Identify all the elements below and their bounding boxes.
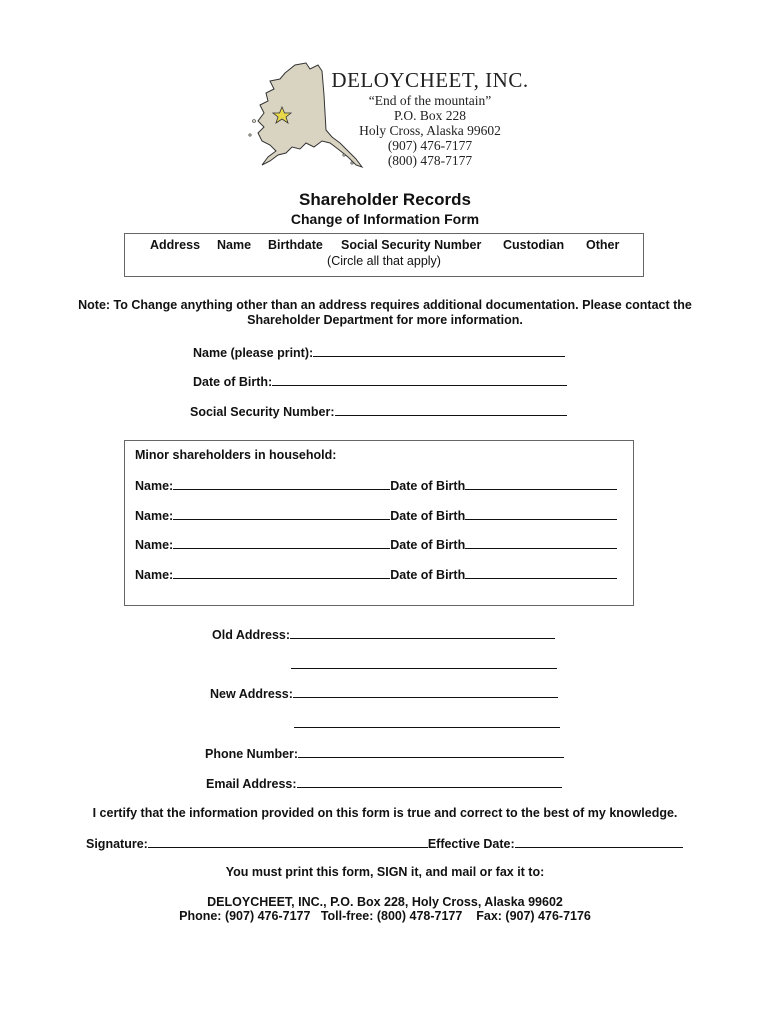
ssn-line[interactable] xyxy=(335,404,567,416)
company-slogan: “End of the mountain” xyxy=(368,93,492,108)
minor-dob-line[interactable] xyxy=(465,478,617,490)
minor-name-line[interactable] xyxy=(173,537,390,549)
minor-row[interactable] xyxy=(135,567,617,582)
minor-name-label: Name: xyxy=(135,538,174,552)
option-ssn[interactable]: Social Security Number xyxy=(341,238,482,252)
minor-heading: Minor shareholders in household: xyxy=(135,448,337,462)
old-address-line-2[interactable] xyxy=(291,657,557,672)
old-address-line-2-rule[interactable] xyxy=(291,657,557,669)
old-address-label: Old Address: xyxy=(212,628,291,642)
name-line[interactable] xyxy=(313,345,565,357)
company-phone-1: (907) 476-7177 xyxy=(387,138,473,153)
note-line-1: Note: To Change anything other than an address requires additional documentation. Please contact the xyxy=(78,298,692,312)
option-custodian[interactable]: Custodian xyxy=(503,238,565,252)
minor-dob-label: Date of Birth xyxy=(390,509,466,523)
email-field[interactable] xyxy=(206,776,562,791)
email-line[interactable] xyxy=(297,776,562,788)
note-line-2: Shareholder Department for more information. xyxy=(247,313,523,327)
minor-name-label: Name: xyxy=(135,479,174,493)
phone-label: Phone Number: xyxy=(205,747,299,761)
mail-address: DELOYCHEET, INC., P.O. Box 228, Holy Cross, Alaska 99602 xyxy=(207,895,563,909)
effective-date-line[interactable] xyxy=(515,836,683,848)
ssn-label: Social Security Number: xyxy=(190,405,335,419)
form-subtitle: Change of Information Form xyxy=(290,211,480,227)
form-title: Shareholder Records xyxy=(299,190,471,209)
old-address-line[interactable] xyxy=(290,627,555,639)
signature-label: Signature: xyxy=(86,837,148,851)
minor-dob-line[interactable] xyxy=(465,508,617,520)
email-label: Email Address: xyxy=(206,777,297,791)
effective-date-label: Effective Date: xyxy=(427,837,515,851)
new-address-line-2[interactable] xyxy=(294,716,560,731)
company-po-box: P.O. Box 228 xyxy=(393,108,466,123)
minor-name-line[interactable] xyxy=(173,478,390,490)
minor-dob-line[interactable] xyxy=(465,537,617,549)
name-field[interactable] xyxy=(193,345,565,360)
minor-dob-label: Date of Birth xyxy=(390,538,466,552)
minor-dob-line[interactable] xyxy=(465,567,617,579)
minor-row[interactable] xyxy=(135,537,617,552)
company-city: Holy Cross, Alaska 99602 xyxy=(359,123,501,138)
dob-label: Date of Birth: xyxy=(193,375,273,389)
signature-row[interactable] xyxy=(86,836,683,851)
minor-name-line[interactable] xyxy=(173,508,390,520)
option-name[interactable]: Name xyxy=(217,238,252,252)
minor-name-label: Name: xyxy=(135,568,174,582)
phone-field[interactable] xyxy=(205,746,564,761)
option-birthdate[interactable]: Birthdate xyxy=(268,238,323,252)
ssn-field[interactable] xyxy=(190,404,567,419)
company-name: DELOYCHEET, INC. xyxy=(331,68,529,92)
certify-statement: I certify that the information provided on this form is true and correct to the best of my knowledge. xyxy=(92,806,678,820)
minor-row[interactable] xyxy=(135,478,617,493)
new-address-line[interactable] xyxy=(293,686,558,698)
minor-name-label: Name: xyxy=(135,509,174,523)
option-other[interactable]: Other xyxy=(586,238,620,252)
dob-field[interactable] xyxy=(193,374,567,389)
name-label: Name (please print): xyxy=(193,346,314,360)
option-address[interactable]: Address xyxy=(150,238,201,252)
dob-line[interactable] xyxy=(272,374,567,386)
options-note: (Circle all that apply) xyxy=(327,254,441,268)
signature-line[interactable] xyxy=(148,836,428,848)
phone-line[interactable] xyxy=(298,746,564,758)
minor-name-line[interactable] xyxy=(173,567,390,579)
new-address-field[interactable] xyxy=(210,686,558,701)
minor-dob-label: Date of Birth xyxy=(390,568,466,582)
old-address-field[interactable] xyxy=(212,627,555,642)
minor-row[interactable] xyxy=(135,508,617,523)
mail-instructions: You must print this form, SIGN it, and mail or fax it to: xyxy=(225,865,545,879)
new-address-line-2-rule[interactable] xyxy=(294,716,560,728)
minor-dob-label: Date of Birth xyxy=(390,479,466,493)
company-phone-2: (800) 478-7177 xyxy=(387,153,473,168)
new-address-label: New Address: xyxy=(210,687,293,701)
contact-line: Phone: (907) 476-7177 Toll-free: (800) 478-7177 Fax: (907) 476-7176 xyxy=(179,909,591,923)
